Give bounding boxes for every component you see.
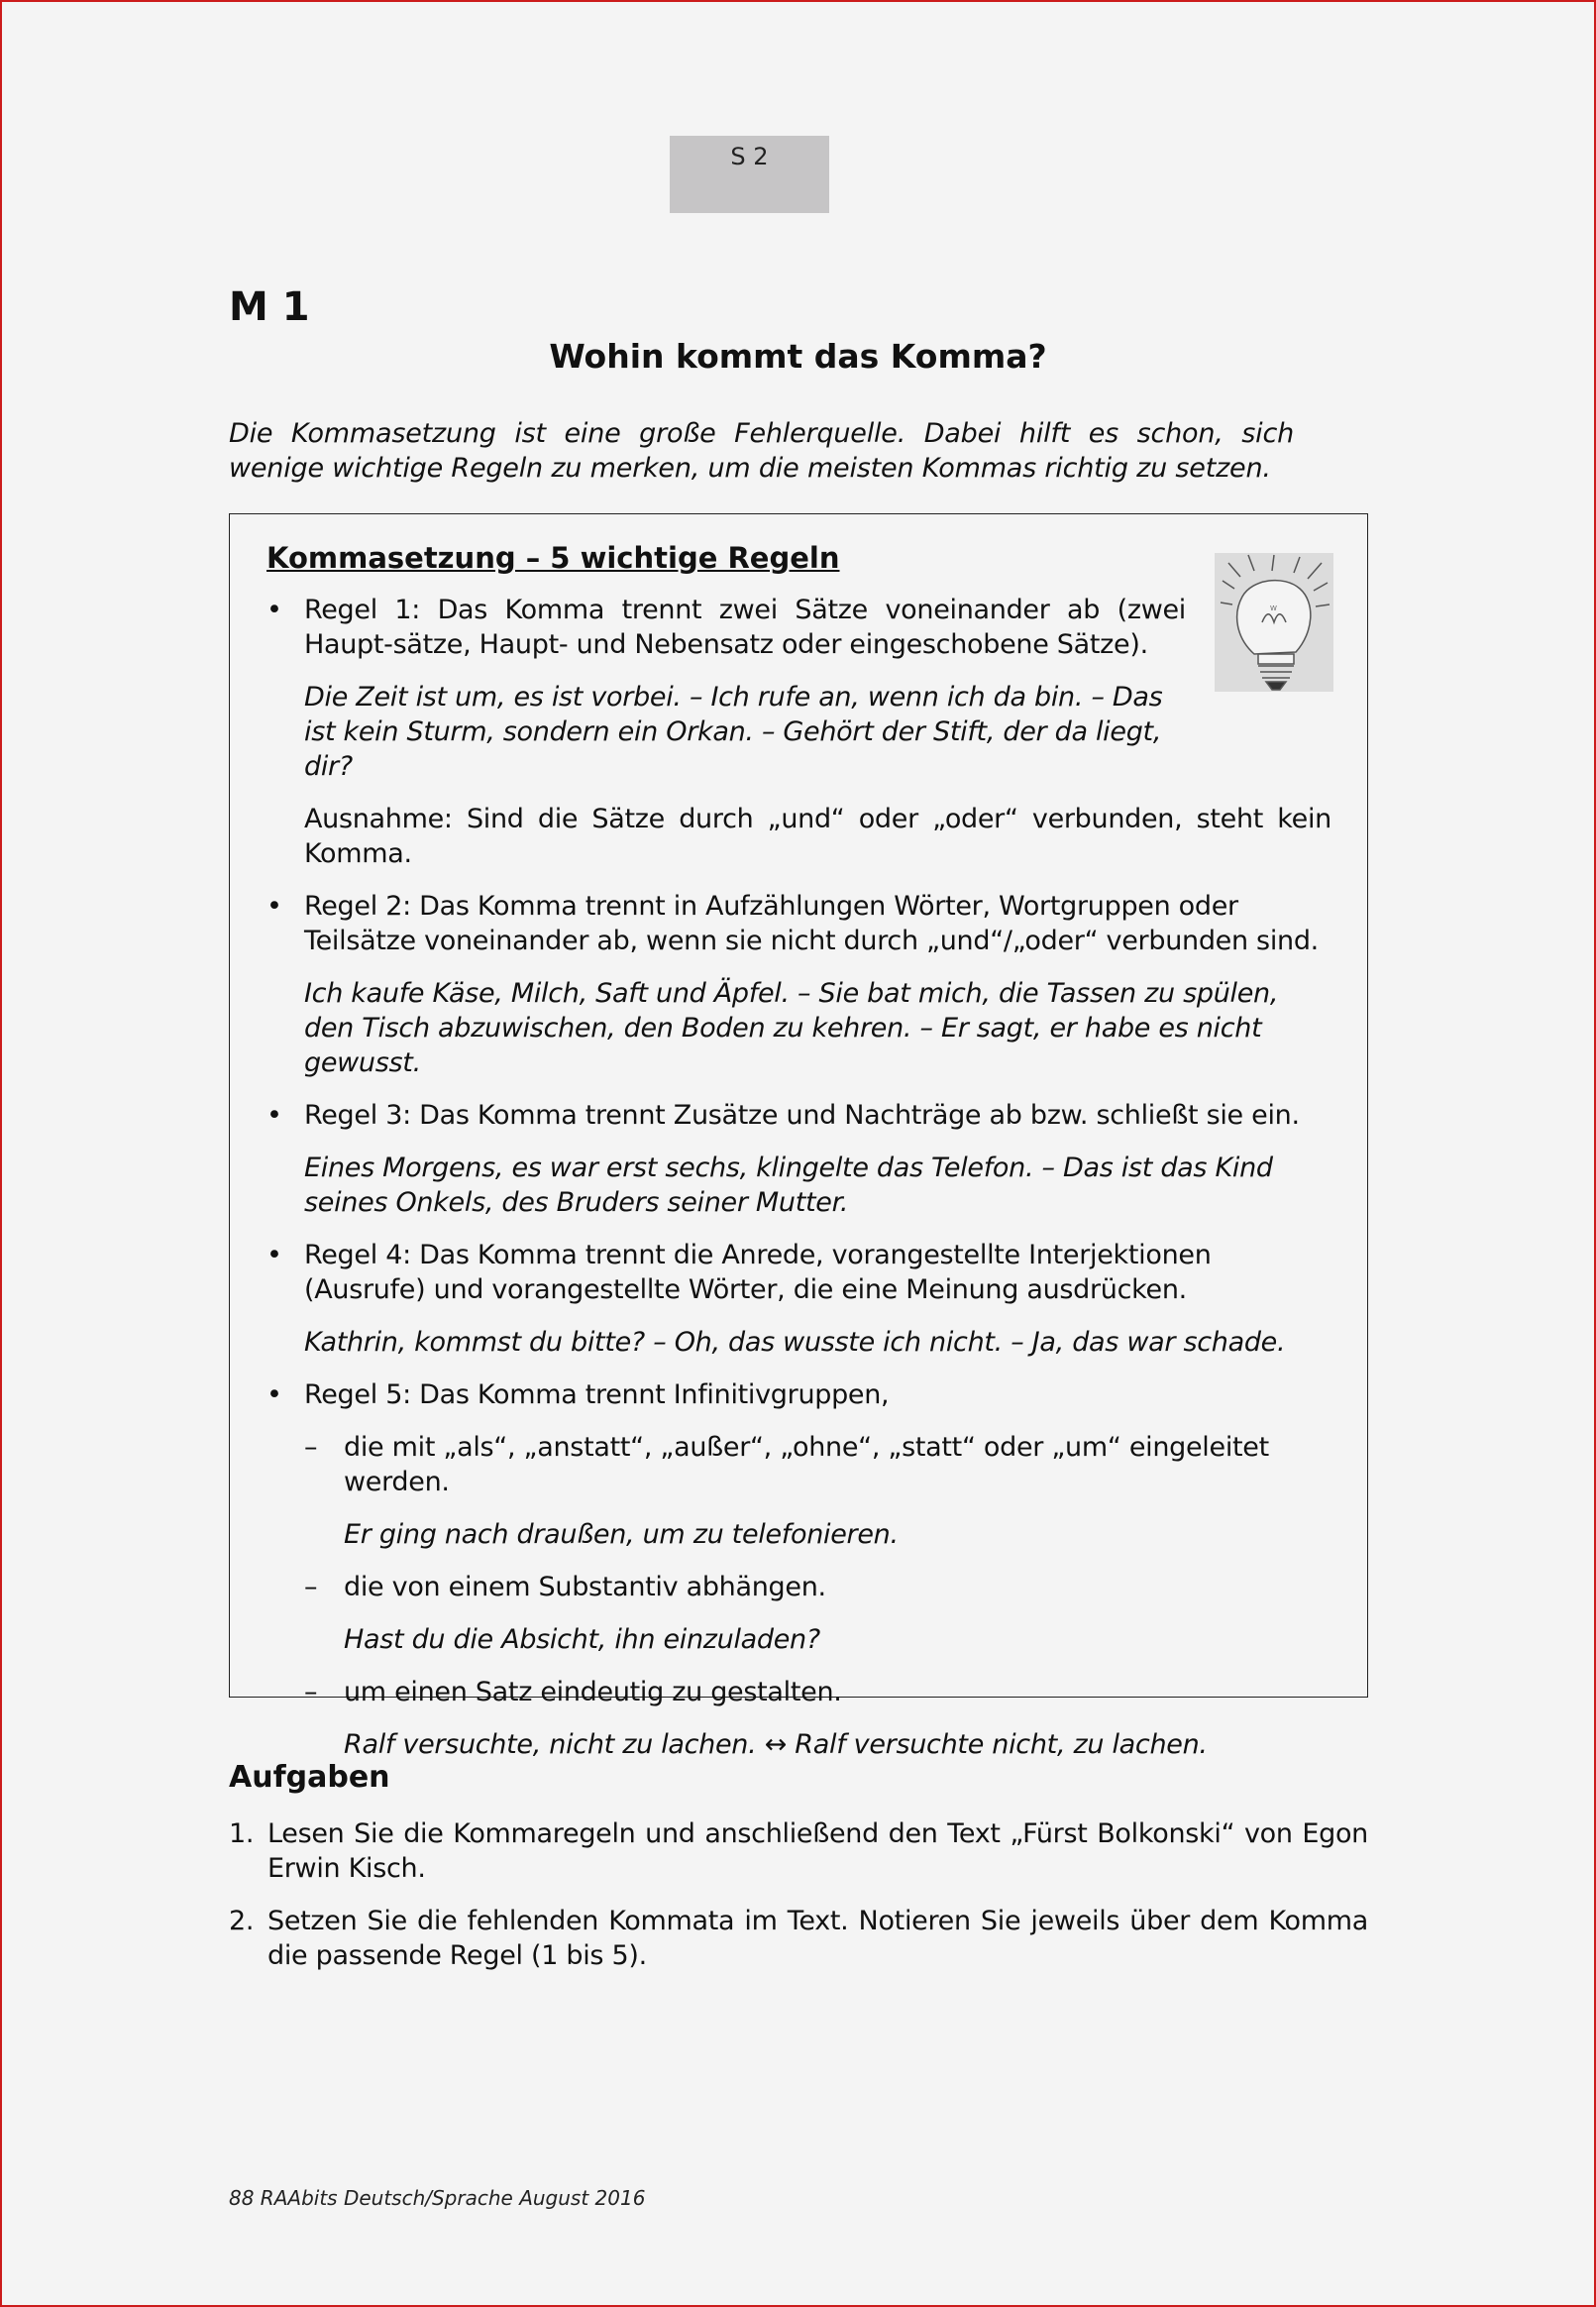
task-number: 1. [229, 1818, 255, 1849]
intro-text: Die Kommasetzung ist eine große Fehlerquelle. Dabei hilft es schon, sich wenige wichtige Regeln zu merken, um die meisten Kommas richtig zu setzen. [229, 418, 1294, 484]
sub-rule-text: um einen Satz eindeutig zu gestalten. [344, 1677, 842, 1707]
page-number-tab: S 2 [670, 136, 829, 213]
rules-heading: Kommasetzung – 5 wichtige Regeln [266, 541, 840, 575]
rule-example: Ich kaufe Käse, Milch, Saft und Äpfel. – Sie bat mich, die Tassen zu spülen, den Tisch abzuwischen, den Boden zu kehren. – Er sagt, er habe es nicht gewusst. [304, 978, 1279, 1078]
dash-icon: – [304, 1572, 318, 1602]
task-number: 2. [229, 1906, 255, 1936]
bullet-icon: • [266, 595, 282, 625]
bullet-icon: • [266, 891, 282, 922]
rule-text: Regel 3: Das Komma trennt Zusätze und Nachträge ab bzw. schließt sie ein. [304, 1100, 1300, 1131]
rule-text: Regel 2: Das Komma trennt in Aufzählungen Wörter, Wortgruppen oder Teilsätze voneinander ab, wenn sie nicht durch „und“/„oder“ verbunden sind. [304, 891, 1319, 956]
task-item [229, 1816, 1368, 1886]
sub-rule [304, 1675, 1331, 1762]
bullet-icon: • [266, 1240, 282, 1270]
rule-1 [266, 593, 1331, 871]
sub-rule-text: die von einem Substantiv abhängen. [344, 1572, 826, 1602]
tasks-list [229, 1816, 1368, 1991]
sub-rule-example: Er ging nach draußen, um zu telefonieren. [344, 1519, 899, 1550]
footer-text: 88 RAAbits Deutsch/Sprache August 2016 [229, 2186, 646, 2210]
rule-5 [266, 1377, 1331, 1762]
rule-text: Regel 4: Das Komma trennt die Anrede, vorangestellte Interjektionen (Ausrufe) und vorangestellte Wörter, die eine Meinung ausdrücken. [304, 1240, 1212, 1305]
rule-3 [266, 1098, 1331, 1220]
sub-rule [304, 1570, 1331, 1657]
task-text: Setzen Sie die fehlenden Kommata im Text. Notieren Sie jeweils über dem Komma die passende Regel (1 bis 5). [267, 1906, 1368, 1971]
task-item [229, 1904, 1368, 1973]
dash-icon: – [304, 1677, 318, 1707]
rule-example: Die Zeit ist um, es ist vorbei. – Ich rufe an, wenn ich da bin. – Das ist kein Sturm, sondern ein Orkan. – Gehört der Stift, der da liegt, dir? [304, 682, 1163, 782]
bullet-icon: • [266, 1379, 282, 1410]
rule-text: Regel 1: Das Komma trennt zwei Sätze voneinander ab (zwei Haupt-sätze, Haupt- und Nebensatz oder eingeschobene Sätze). [304, 595, 1186, 660]
sub-rule-example: Hast du die Absicht, ihn einzuladen? [344, 1624, 820, 1655]
rule-text: Regel 5: Das Komma trennt Infinitivgruppen, [304, 1379, 890, 1410]
sub-rule-text: die mit „als“, „anstatt“, „außer“, „ohne“, „statt“ oder „um“ eingeleitet werden. [344, 1432, 1269, 1497]
rule-4 [266, 1238, 1331, 1360]
svg-text:W: W [1270, 604, 1277, 612]
bullet-icon: • [266, 1100, 282, 1131]
page-title: Wohin kommt das Komma? [549, 337, 1047, 376]
rules-list [266, 593, 1331, 1780]
rule-note: Ausnahme: Sind die Sätze durch „und“ oder „oder“ verbunden, steht kein Komma. [304, 804, 1331, 869]
task-text: Lesen Sie die Kommaregeln und anschließend den Text „Fürst Bolkonski“ von Egon Erwin Kisch. [267, 1818, 1368, 1884]
rule-example: Eines Morgens, es war erst sechs, klingelte das Telefon. – Das ist das Kind seines Onkels, des Bruders seiner Mutter. [304, 1153, 1273, 1218]
sub-rule-example: Ralf versuchte, nicht zu lachen. ↔ Ralf versuchte nicht, zu lachen. [344, 1729, 1208, 1760]
rule-2 [266, 889, 1331, 1080]
dash-icon: – [304, 1432, 318, 1463]
sub-rule [304, 1430, 1331, 1552]
rule-example: Kathrin, kommst du bitte? – Oh, das wusste ich nicht. – Ja, das war schade. [304, 1327, 1286, 1358]
material-label: M 1 [229, 284, 310, 330]
tasks-heading: Aufgaben [229, 1760, 390, 1795]
